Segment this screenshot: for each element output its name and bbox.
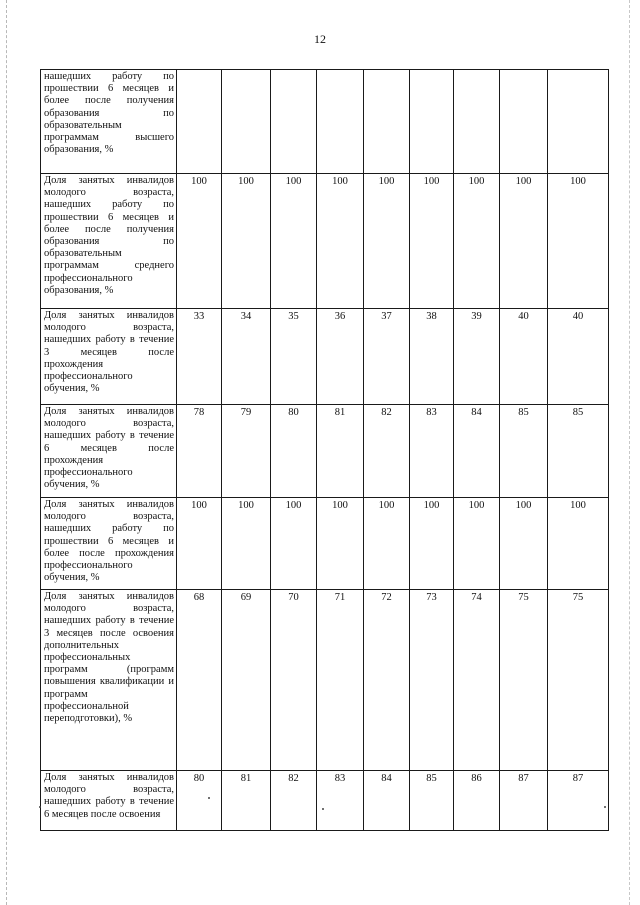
value-cell: 84 [364,771,410,831]
value-cell: 85 [410,771,454,831]
value-cell: 39 [454,309,500,405]
value-cell: 100 [410,174,454,309]
value-cell: 87 [548,771,609,831]
value-cell: 100 [364,174,410,309]
value-cell: 100 [454,498,500,590]
value-cell: 83 [317,771,364,831]
value-cell [454,70,500,174]
table-row [41,590,609,771]
value-cell: 80 [177,771,222,831]
value-cell: 33 [177,309,222,405]
value-cell: 75 [548,590,609,771]
table-row [41,309,609,405]
value-cell: 38 [410,309,454,405]
value-cell: 100 [177,498,222,590]
value-cell: 100 [410,498,454,590]
value-cell [317,70,364,174]
value-cell: 69 [222,590,271,771]
value-cell: 78 [177,405,222,498]
value-cell: 36 [317,309,364,405]
value-cell: 82 [364,405,410,498]
indicator-name: Доля занятых инвалидов молодого возраста, нашедших работу в течение 6 месяцев после освоения [44,772,174,820]
value-cell: 83 [410,405,454,498]
value-cell: 75 [500,590,548,771]
value-cell: 71 [317,590,364,771]
table-row [41,771,609,831]
value-cell: 87 [500,771,548,831]
indicator-name: Доля занятых инвалидов молодого возраста, нашедших работу по прошествии 6 месяцев и более после получения образования по образовательным программам среднего профессионального образования, % [44,175,174,296]
value-cell: 86 [454,771,500,831]
value-cell: 72 [364,590,410,771]
scan-left-edge [6,0,7,905]
value-cell [364,70,410,174]
table-row [41,174,609,309]
value-cell: 100 [317,174,364,309]
value-cell: 100 [271,498,317,590]
value-cell: 100 [548,174,609,309]
scan-speck [208,797,210,799]
indicator-name: нашедших работу по прошествии 6 месяцев и более после получения образования по образовательным программам высшего образования, % [44,71,174,156]
scan-speck [39,806,41,808]
table-row [41,405,609,498]
value-cell: 85 [500,405,548,498]
value-cell: 100 [222,498,271,590]
value-cell: 79 [222,405,271,498]
value-cell: 82 [271,771,317,831]
indicator-name-cell [41,309,177,405]
indicator-name: Доля занятых инвалидов молодого возраста, нашедших работу в течение 6 месяцев после прохождения профессионального обучения, % [44,406,174,491]
indicator-name-cell [41,590,177,771]
value-cell: 81 [317,405,364,498]
value-cell: 100 [177,174,222,309]
indicator-name: Доля занятых инвалидов молодого возраста, нашедших работу в течение 3 месяцев после освоения дополнительных профессиональных программ (программ повышения квалификации и программ профессиональной переподготовки), % [44,591,174,725]
value-cell [222,70,271,174]
value-cell: 100 [500,498,548,590]
scan-right-edge [629,0,630,905]
value-cell [500,70,548,174]
table-row [41,498,609,590]
indicator-name: Доля занятых инвалидов молодого возраста, нашедших работу по прошествии 6 месяцев и более после прохождения профессионального обучения, % [44,499,174,584]
value-cell [410,70,454,174]
indicators-table [40,69,609,831]
indicator-name-cell [41,70,177,174]
scan-speck [322,808,324,810]
value-cell [548,70,609,174]
page-number: 12 [314,32,326,46]
value-cell: 34 [222,309,271,405]
value-cell: 40 [500,309,548,405]
value-cell [271,70,317,174]
value-cell: 81 [222,771,271,831]
scan-speck [604,806,606,808]
value-cell: 100 [500,174,548,309]
indicator-name-cell [41,771,177,831]
value-cell: 74 [454,590,500,771]
value-cell: 40 [548,309,609,405]
indicator-name-cell [41,174,177,309]
indicators-table-body [41,70,609,831]
value-cell: 100 [454,174,500,309]
table-row [41,70,609,174]
indicator-name-cell [41,498,177,590]
value-cell: 70 [271,590,317,771]
value-cell: 100 [271,174,317,309]
value-cell: 84 [454,405,500,498]
value-cell: 100 [317,498,364,590]
value-cell: 85 [548,405,609,498]
value-cell: 68 [177,590,222,771]
value-cell: 35 [271,309,317,405]
value-cell: 100 [364,498,410,590]
indicator-name: Доля занятых инвалидов молодого возраста, нашедших работу в течение 3 месяцев после прохождения профессионального обучения, % [44,310,174,395]
indicator-name-cell [41,405,177,498]
value-cell: 37 [364,309,410,405]
value-cell: 73 [410,590,454,771]
value-cell: 100 [548,498,609,590]
value-cell: 80 [271,405,317,498]
value-cell [177,70,222,174]
value-cell: 100 [222,174,271,309]
